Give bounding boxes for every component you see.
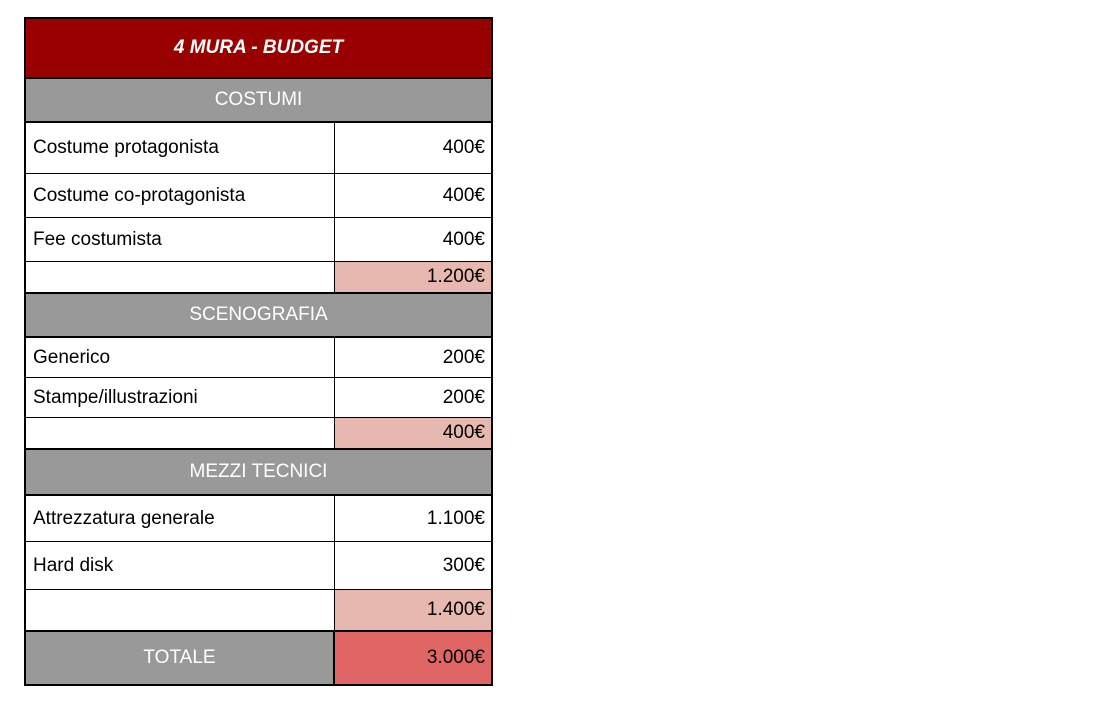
subtotal-label [26, 262, 335, 292]
budget-title: 4 MURA - BUDGET [26, 19, 491, 79]
total-label: TOTALE [26, 632, 335, 684]
table-row [26, 174, 491, 218]
table-row [26, 123, 491, 174]
item-label: Hard disk [26, 542, 335, 589]
subtotal-label [26, 418, 335, 448]
item-value: 300€ [442, 554, 485, 576]
item-label: Generico [26, 338, 335, 377]
subtotal-row-costumi [26, 262, 491, 294]
subtotal-value: 1.200€ [335, 262, 491, 292]
total-row [26, 632, 491, 684]
item-value: 400€ [442, 228, 485, 250]
table-row [26, 542, 491, 590]
section-header-scenografia: SCENOGRAFIA [26, 294, 491, 338]
total-value: 3.000€ [335, 632, 491, 684]
item-value: 400€ [442, 137, 485, 158]
item-label: Fee costumista [26, 218, 335, 261]
table-row [26, 218, 491, 262]
table-row [26, 378, 491, 418]
table-row [26, 338, 491, 378]
table-row [26, 496, 491, 542]
budget-table [24, 17, 493, 686]
subtotal-row-scenografia [26, 418, 491, 450]
subtotal-label [26, 590, 335, 630]
item-value: 200€ [442, 346, 485, 368]
item-value: 1.100€ [426, 507, 485, 529]
subtotal-row-mezzi-tecnici [26, 590, 491, 632]
subtotal-value: 400€ [335, 418, 491, 448]
section-header-mezzi-tecnici: MEZZI TECNICI [26, 450, 491, 496]
item-label: Stampe/illustrazioni [26, 378, 335, 417]
item-label: Costume co-protagonista [26, 174, 335, 217]
section-header-costumi: COSTUMI [26, 79, 491, 123]
item-label: Attrezzatura generale [26, 496, 335, 541]
item-label: Costume protagonista [26, 123, 335, 173]
subtotal-value: 1.400€ [335, 590, 491, 630]
item-value: 200€ [442, 386, 485, 408]
item-value: 400€ [442, 184, 485, 206]
